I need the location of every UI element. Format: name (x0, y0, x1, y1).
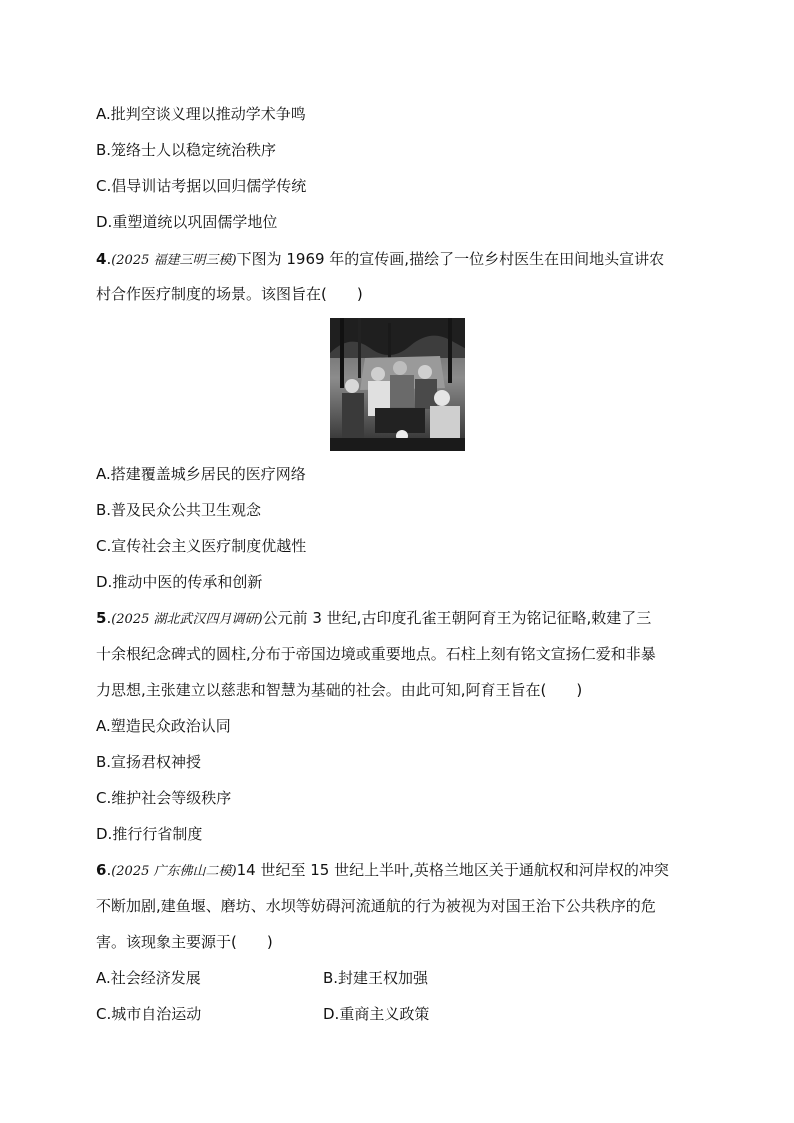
q4-source: (2025 福建三明三模) (111, 253, 237, 268)
q3-option-c: C.倡导训诂考据以回归儒学传统 (96, 177, 307, 195)
q5-stem-line-3: 力思想,主张建立以慈悲和智慧为基础的社会。由此可知,阿育王旨在( ) (96, 681, 583, 699)
q5-option-d: D.推行行省制度 (96, 825, 203, 843)
q5-option-c: C.维护社会等级秩序 (96, 789, 232, 807)
q4-text-1: 下图为 1969 年的宣传画,描绘了一位乡村医生在田间地头宣讲农 (236, 250, 665, 268)
q4-stem-line-2: 村合作医疗制度的场景。该图旨在( ) (96, 285, 363, 303)
q6-source: (2025 广东佛山二模) (111, 864, 237, 879)
q6-number: 6 (96, 861, 107, 879)
q6-text-1: 14 世纪至 15 世纪上半叶,英格兰地区关于通航权和河岸权的冲突 (236, 861, 669, 879)
q6-option-b: B.封建王权加强 (323, 969, 429, 987)
q6-option-a: A.社会经济发展 (96, 969, 201, 987)
photo-image (330, 318, 465, 451)
q6-option-c: C.城市自治运动 (96, 1005, 202, 1023)
q4-option-b: B.普及民众公共卫生观念 (96, 501, 262, 519)
propaganda-photo (330, 318, 465, 451)
q6-option-d: D.重商主义政策 (323, 1005, 430, 1023)
q4-option-c: C.宣传社会主义医疗制度优越性 (96, 537, 307, 555)
q4-stem-line-1: 4.(2025 福建三明三模)下图为 1969 年的宣传画,描绘了一位乡村医生在田间地头宣讲农 (96, 250, 665, 268)
q5-stem-line-1: 5.(2025 湖北武汉四月调研)公元前 3 世纪,古印度孔雀王朝阿育王为铭记征略,敕建了三 (96, 609, 652, 627)
q6-stem-line-2: 不断加剧,建鱼堰、磨坊、水坝等妨碍河流通航的行为被视为对国王治下公共秩序的危 (96, 897, 656, 915)
q5-option-a: A.塑造民众政治认同 (96, 717, 231, 735)
q5-source: (2025 湖北武汉四月调研) (111, 612, 263, 627)
q5-text-1: 公元前 3 世纪,古印度孔雀王朝阿育王为铭记征略,敕建了三 (262, 609, 652, 627)
q3-option-d: D.重塑道统以巩固儒学地位 (96, 213, 278, 231)
q3-option-b: B.笼络士人以稳定统治秩序 (96, 141, 277, 159)
q4-number: 4 (96, 250, 107, 268)
q6-stem-line-1: 6.(2025 广东佛山二模)14 世纪至 15 世纪上半叶,英格兰地区关于通航权和河岸权的冲突 (96, 861, 669, 879)
q4-option-d: D.推动中医的传承和创新 (96, 573, 263, 591)
q4-option-a: A.搭建覆盖城乡居民的医疗网络 (96, 465, 306, 483)
q5-number: 5 (96, 609, 107, 627)
q3-option-a: A.批判空谈义理以推动学术争鸣 (96, 105, 306, 123)
q6-stem-line-3: 害。该现象主要源于( ) (96, 933, 273, 951)
q5-stem-line-2: 十余根纪念碑式的圆柱,分布于帝国边境或重要地点。石柱上刻有铭文宣扬仁爱和非暴 (96, 645, 656, 663)
q5-option-b: B.宣扬君权神授 (96, 753, 202, 771)
